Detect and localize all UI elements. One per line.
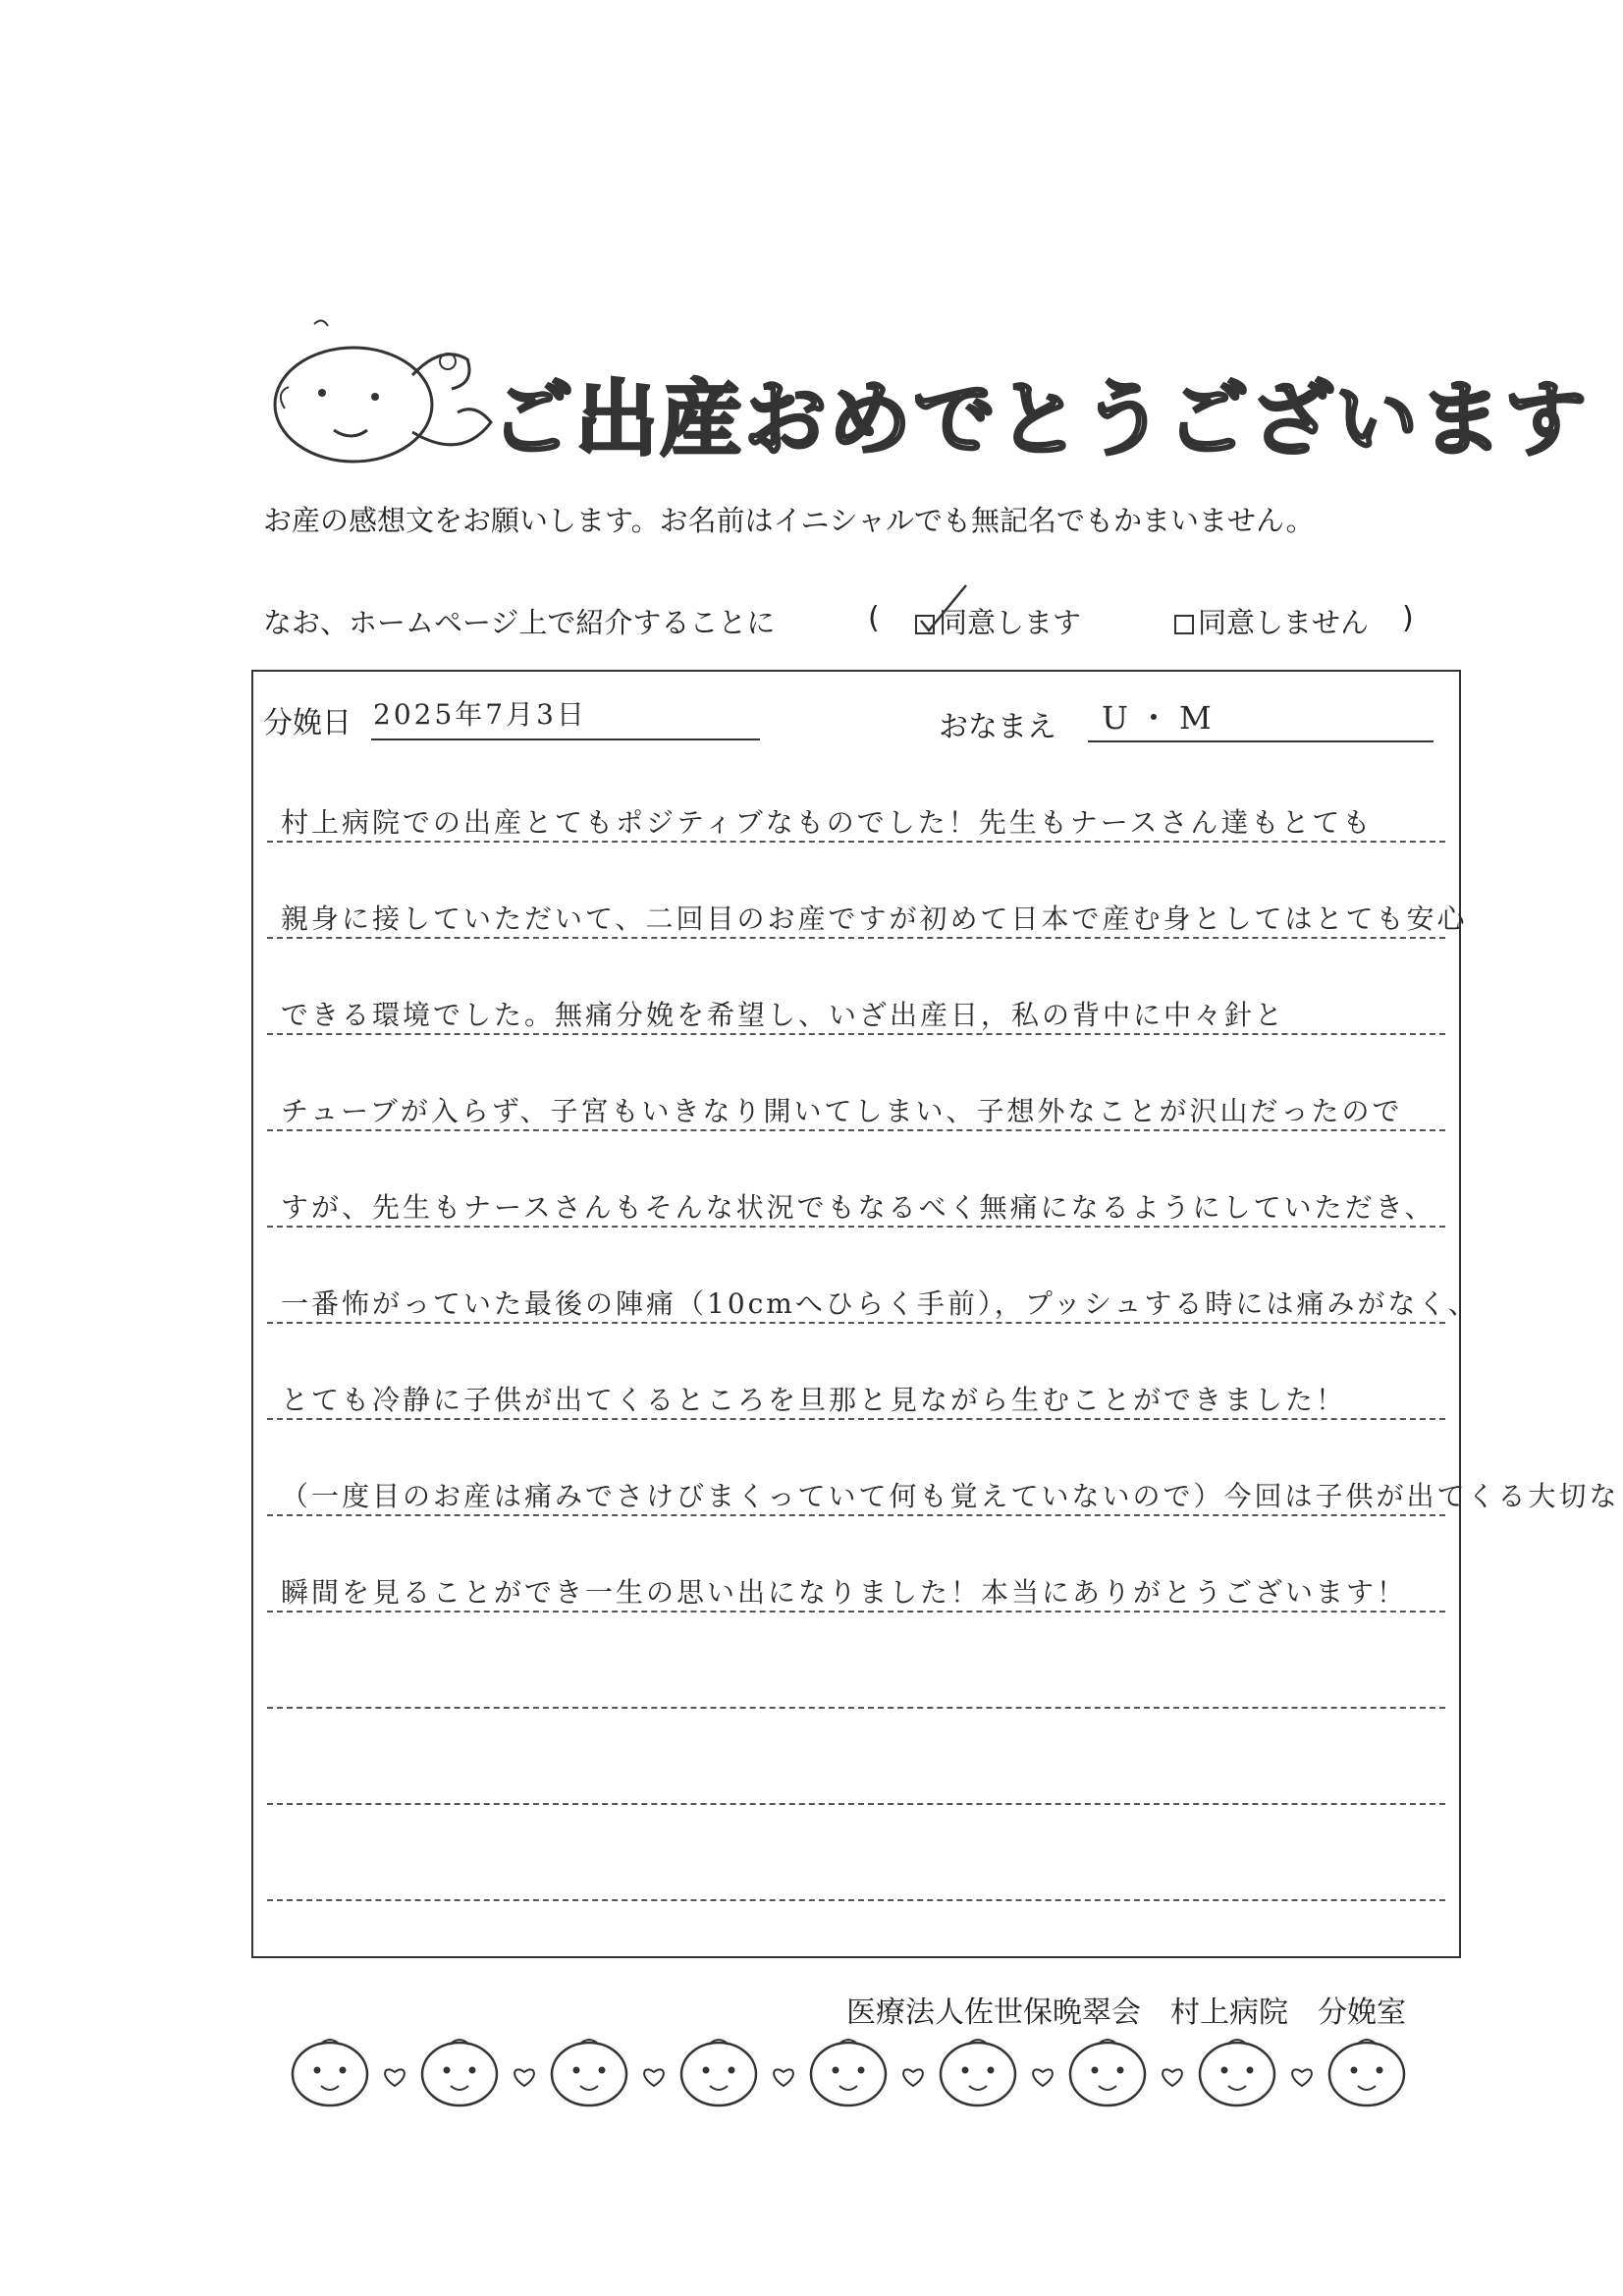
consent-prompt: なお、ホームページ上で紹介することに [263, 606, 776, 639]
heart-icon [385, 2069, 405, 2086]
impression-line-text[interactable]: できる環境でした。無痛分娩を希望し、いざ出産日，私の背中に中々針と [281, 999, 1286, 1031]
impression-line-text[interactable]: （一度目のお産は痛みでさけびまくっていて何も覚えていないので）今回は子供が出てくる大切な [281, 1480, 1620, 1512]
ruled-line [267, 1322, 1445, 1324]
name-label: おなまえ [939, 710, 1056, 744]
impression-line-text[interactable]: 瞬間を見ることができ一生の思い出になりました！本当にありがとうございます！ [281, 1576, 1408, 1609]
header-banner [265, 314, 1590, 471]
ruled-line [267, 1803, 1445, 1805]
heart-icon [1163, 2069, 1182, 2086]
consent-disagree-option[interactable] [1174, 601, 1369, 641]
baby-face-icon [1070, 2040, 1145, 2105]
baby-face-icon [811, 2040, 886, 2105]
heart-icon [903, 2069, 923, 2086]
delivery-date-value[interactable]: 2025年7月3日 [373, 698, 587, 731]
baby-faces-border-icon [291, 2031, 1449, 2115]
baby-face-icon [941, 2040, 1015, 2105]
impression-line-text[interactable]: 親身に接していただいて、二回目のお産ですが初めて日本で産む身としてはとても安心 [281, 902, 1468, 935]
check-mark-icon [919, 583, 968, 636]
agree-checkbox[interactable] [915, 615, 935, 634]
heart-icon [514, 2069, 534, 2086]
delivery-date-underline [371, 738, 760, 740]
agree-label: 同意します [939, 606, 1082, 639]
baby-face-icon [1200, 2040, 1274, 2105]
ruled-line [267, 1226, 1445, 1228]
consent-paren-open: ( [868, 601, 880, 635]
ruled-line [267, 937, 1445, 939]
baby-face-icon [422, 2040, 497, 2105]
ruled-line [267, 1514, 1445, 1516]
name-underline [1088, 740, 1434, 742]
disagree-checkbox[interactable] [1174, 615, 1194, 634]
heart-icon [1292, 2069, 1312, 2086]
footer-organization: 医療法人佐世保晩翠会 村上病院 分娩室 [846, 1995, 1406, 2030]
ruled-line [267, 841, 1445, 843]
consent-agree-option[interactable] [915, 601, 1081, 641]
instruction-text: お産の感想文をお願いします。お名前はイニシャルでも無記名でもかまいません。 [263, 504, 1315, 537]
impression-line-text[interactable]: 一番怖がっていた最後の陣痛（10cmへひらく手前），プッシュする時には痛みがなく、 [281, 1287, 1479, 1320]
impression-line-text[interactable]: すが、先生もナースさんもそんな状況でもなるべく無痛になるようにしていただき、 [281, 1191, 1435, 1224]
heart-icon [644, 2069, 664, 2086]
disagree-label: 同意しません [1198, 606, 1370, 639]
consent-paren-close: ) [1402, 601, 1414, 635]
name-value[interactable]: U・M [1102, 699, 1221, 737]
baby-face-icon [293, 2040, 367, 2105]
ruled-line [267, 1418, 1445, 1420]
baby-illustration-icon [265, 314, 501, 471]
ruled-line [267, 1707, 1445, 1709]
baby-face-icon [681, 2040, 756, 2105]
impression-line-text[interactable]: とても冷静に子供が出てくるところを旦那と見ながら生むことができました！ [281, 1384, 1347, 1416]
ruled-line [267, 1899, 1445, 1901]
baby-face-icon [552, 2040, 626, 2105]
ruled-line [267, 1129, 1445, 1131]
heart-icon [774, 2069, 793, 2086]
ruled-line [267, 1611, 1445, 1613]
baby-face-icon [1329, 2040, 1404, 2105]
banner-title: ご出産おめでとうございます [491, 371, 1590, 467]
heart-icon [1033, 2069, 1053, 2086]
impression-line-text[interactable]: チューブが入らず、子宮もいきなり開いてしまい、子想外なことが沢山だったので [281, 1095, 1403, 1127]
delivery-date-label: 分娩日 [263, 706, 352, 740]
ruled-line [267, 1033, 1445, 1035]
impression-line-text[interactable]: 村上病院での出産とてもポジティブなものでした！先生もナースさん達もとても [281, 806, 1374, 839]
